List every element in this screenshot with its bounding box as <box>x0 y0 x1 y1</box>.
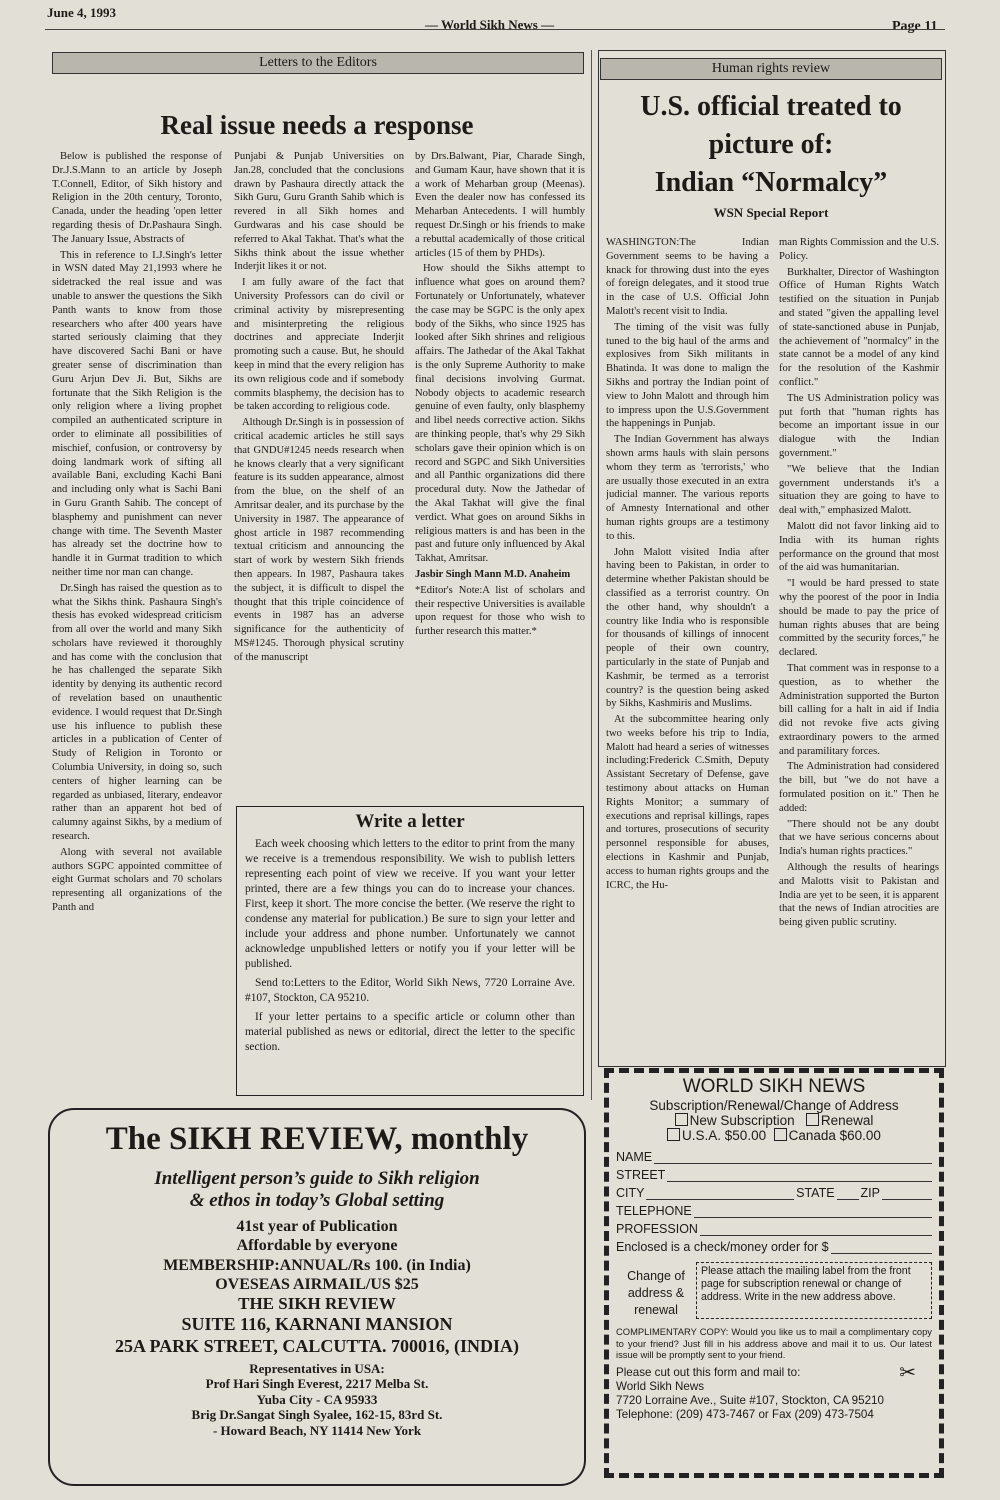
checkbox-label: New Subscription <box>689 1113 795 1128</box>
tagline: Intelligent person’s guide to Sikh religion <box>154 1167 480 1189</box>
paragraph: The timing of the visit was fully tuned to the big haul of the arms and explosives from Sikh militants in Bhatinda. It was done to malign the Sikhs and portray the Indian point of view to John Malott and through him to impress upon the U.S.Government the happenings in Punjab. <box>606 321 769 430</box>
paragraph: This in reference to I.J.Singh's letter in WSN dated May 21,1993 where he sidetracked the real issue and was unable to answer the questions the Sikh Panth wants to know from those researchers who after 400 years have started seriously claiming that they have discovered Sachi Bani or have greater sense of discrimination than Guru Arjun Dev Ji. But, Sikhs are fortunate that the Sikh Religion is the only religion where a living prophet compiled an authenticated scripture in order to eliminate all possibilities of mischief, confusion, or controversy by doing landmark work of sifting all available Bani, excluding Kachi Bani and including only what is Sachi Bani in Guru Granth Sahib. The concept of blasphemy and punishment can never change with time. The Seventh Master has already set the doctrine how to handle it in Gurmat tradition to which neither time nor man can change. <box>52 249 222 578</box>
letters-section-bar: Letters to the Editors <box>52 52 584 74</box>
paragraph: If your letter pertains to a specific article or column other than material published as news or editorial, direct the letter to the specific section. <box>245 1011 575 1053</box>
write-a-letter-box <box>236 806 584 1096</box>
field-label: STREET <box>616 1168 666 1182</box>
city-state-zip-field[interactable] <box>616 1182 932 1200</box>
paragraph: Each week choosing which letters to the editor to print from the many we receive is a tremendous responsibility. We wish to publish letters representing each point of view we receive. If you want your letter printed, there are a few things you can do to increase your chances. First, keep it short. The more concise the better. (We reserve the right to condense any material for publication.) Be sure to sign your letter and include your address and phone number. Unfortunately we cannot acknowledge unpublished letters or notify you if your letter will be published. <box>245 838 575 970</box>
headline-line: U.S. official treated to <box>640 91 902 122</box>
mailing-label-note: Please attach the mailing label from the front page for subscription renewal or change of address. Write in the new address above. <box>696 1262 932 1319</box>
letters-headline: Real issue needs a response <box>160 110 474 140</box>
human-rights-headline <box>600 88 942 202</box>
enclosed-field[interactable] <box>616 1236 932 1254</box>
field-label: TELEPHONE <box>616 1204 692 1218</box>
paragraph: Along with several not available authors SGPC appointed committee of eight Gurmat scholars and 70 scholars representing all organizations of the Panth and <box>52 846 222 914</box>
tagline: & ethos in today’s Global setting <box>189 1190 445 1212</box>
write-letter-title: Write a letter <box>355 811 465 832</box>
cut-out-note: Please cut out this form and mail to: <box>616 1365 801 1379</box>
paragraph: At the subcommittee hearing only two weeks before his trip to India, Malott had heard a series of witnesses including:Frederick C.Smith, Deputy Assistant Secretary of Defense, gave testimony about attacks on Human Rights Monitor; a summary of executions and reprisal killings, rapes and tortures, prosecutions of security personnel responsible for abuses, elections in Kashmir and Punjab, access to human rights groups and the ICRC, the Hu- <box>606 714 769 891</box>
affordable: Affordable by everyone <box>236 1237 398 1255</box>
subscription-price <box>616 1128 932 1143</box>
review-suite: SUITE 116, KARNANI MANSION <box>181 1314 453 1335</box>
headline-line: Indian “Normalcy” <box>654 167 888 198</box>
subscription-form <box>604 1068 944 1478</box>
paragraph: WASHINGTON:The Indian Government seems to be having a knack for throwing dust into the eyes of foreign delegates, and it stood true in the case of U.S. Official John Malott's recent visit to India. <box>606 237 769 317</box>
rep-2: Brig Dr.Sangat Singh Syalee, 162-15, 83rd St. <box>191 1407 443 1423</box>
byline: WSN Special Report <box>713 205 829 220</box>
rep-1-city: Yuba City - CA 95933 <box>256 1391 378 1407</box>
overseas: OVESEAS AIRMAIL/US $25 <box>215 1275 419 1293</box>
rep-1: Prof Hari Singh Everest, 2217 Melba St. <box>205 1376 429 1392</box>
subscription-type <box>616 1113 932 1128</box>
checkbox-label: Canada $60.00 <box>788 1128 881 1143</box>
paragraph: The US Administration policy was put forth that "human rights has become an important issue in our dialogue with the Indian government." <box>779 392 939 459</box>
field-label: CITY <box>616 1186 645 1200</box>
publication-year: 41st year of Publication <box>236 1218 398 1236</box>
masthead-rule <box>45 29 945 30</box>
headline-line: picture of: <box>708 129 834 160</box>
paragraph: "I would be hard pressed to state why the poorest of the poor in India should be made to pay the price of human rights abuses that are being committed by the security forces," he declared. <box>779 578 939 659</box>
paragraph: That comment was in response to a question, as to whether the Administration supported the Burton bill calling for a halt in aid if India did not revoke five acts giving extraordinary powers to the armed and paramilitary forces. <box>779 662 939 757</box>
paragraph: Burkhalter, Director of Washington Office of Human Rights Watch testified on the situation in Punjab and stated "given the appalling level of state-sanctioned abuse in Punjab, the achievement of "normalcy" in the state cannot be a model of any kind for the resolution of the Kashmir conflict." <box>779 266 939 388</box>
human-rights-column-2 <box>779 236 939 1058</box>
paragraph: Malott did not favor linking aid to India with its human rights performance on the ground that most of the aid was humanitarian. <box>779 520 939 574</box>
editor-note: *Editor's Note:A list of scholars and their respective Universities is available upon request for those who wish to further research this matter.* <box>415 584 585 638</box>
form-title: WORLD SIKH NEWS <box>682 1076 866 1097</box>
human-rights-column-1 <box>606 236 769 1058</box>
change-label: Change of address & renewal <box>627 1269 685 1317</box>
usa-checkbox[interactable] <box>667 1128 680 1141</box>
canada-checkbox[interactable] <box>774 1128 787 1141</box>
checkbox-label: U.S.A. $50.00 <box>682 1128 767 1143</box>
membership: MEMBERSHIP:ANNUAL/Rs 100. (in India) <box>163 1256 471 1274</box>
mail-to-name: World Sikh News <box>616 1379 705 1393</box>
sikh-review-ad <box>48 1108 586 1486</box>
complimentary-copy: COMPLIMENTARY COPY: Would you like us to mail a complimentary copy to your friend? Just fill in his address above and mail it to us. Our latest issue will be promptly sent to your friend. <box>616 1326 932 1360</box>
sikh-review-title: The SIKH REVIEW, monthly <box>105 1121 529 1157</box>
paragraph: Punjabi & Punjab Universities on Jan.28, concluded that the conclusions drawn by Pashaura directly attack the Sikh Guru, Guru Granth Sahib which is revered in all Sikh homes and Gurdwaras and his case should be referred to Akal Takhat. That's what the Sikhs think about the issue whether Inderjit likes it or not. <box>234 151 404 273</box>
telephone-field[interactable] <box>616 1200 932 1218</box>
paragraph: "There should not be any doubt that we have serious concerns about India's human rights practices." <box>779 818 939 858</box>
review-street: 25A PARK STREET, CALCUTTA. 700016, (INDIA) <box>114 1335 520 1356</box>
renewal-checkbox[interactable] <box>806 1113 819 1126</box>
mail-to-phone: Telephone: (209) 473-7467 or Fax (209) 473-7504 <box>616 1407 874 1421</box>
review-name: THE SIKH REVIEW <box>238 1293 396 1313</box>
paragraph: Send to:Letters to the Editor, World Sikh News, 7720 Lorraine Ave. #107, Stockton, CA 95210. <box>245 977 575 1004</box>
column-rule <box>591 50 592 1100</box>
paragraph: man Rights Commission and the U.S. Policy. <box>779 237 939 262</box>
new-subscription-checkbox[interactable] <box>675 1113 688 1126</box>
page-number: Page 11 <box>892 19 938 34</box>
issue-date: June 4, 1993 <box>47 5 116 20</box>
letters-column-1 <box>52 150 222 1100</box>
paragraph: Below is published the response of Dr.J.S.Mann to an article by Joseph T.Connell, Editor, of Sikh history and Religion in the 20th century, Toronto, Canada, under the heading 'open letter regarding thesis of Dr.Pashaura Singh. The January Issue, Abstracts of <box>52 151 222 245</box>
paragraph: Although Dr.Singh is in possession of critical academic articles he still says that GNDU#1245 needs research when he knows clearly that a very significant feature is its sudden appearance, almost from the blue, on the shelf of an Amritsar dealer, and its purchase by the University in 1987. The appearance of ghost article in 1987 recommending textual criticism and announcing the start of work by western Sikh friends then appears. In 1987, Pashaura takes the subject, it is difficult to dispel the thought that this triple coincidence of events in 1987 has an adverse significance for the authenticity of MS#1245. Thorough physical scrutiny of the manuscript <box>234 417 404 663</box>
representatives: Representatives in USA: <box>249 1360 385 1376</box>
paragraph: by Drs.Balwant, Piar, Charade Singh, and Gumam Kaur, have shown that it is a work of Meharban group (Meenas). Even the dealer now has confessed its Meharban Antecedents. I will humbly request Dr.Singh or his friends to make a rebuttal academically of those critical articles (15 of them by PHDs). <box>415 151 585 259</box>
paragraph: Although the results of hearings and Malotts visit to Pakistan and India are yet to be seen, it is apparent that the news of Indian atrocities are being given public scrutiny. <box>779 862 939 929</box>
mail-to <box>616 1361 932 1422</box>
field-label: PROFESSION <box>616 1222 698 1236</box>
name-field[interactable] <box>616 1146 932 1164</box>
paragraph: "We believe that the Indian government understands it's a situation they are going to have to deal with," emphasized Malott. <box>779 463 939 517</box>
profession-field[interactable] <box>616 1218 932 1236</box>
field-label: Enclosed is a check/money order for $ <box>616 1240 829 1254</box>
form-subtitle: Subscription/Renewal/Change of Address <box>649 1098 899 1113</box>
field-label: NAME <box>616 1150 653 1164</box>
checkbox-label: Renewal <box>820 1113 874 1128</box>
letter-signature: Jasbir Singh Mann M.D. Anaheim <box>415 568 571 580</box>
letters-column-3 <box>415 150 585 800</box>
paragraph: The Indian Government has always shown arms hauls with slain persons whom they term as 'terrorists,' who are usually those executed in an extra judicial manner. The various reports of Amnesty International and other human rights groups are a testimony to this. <box>606 434 769 542</box>
paragraph: I am fully aware of the fact that University Professors can do civil or criminal activity by misrepresenting and misinterpreting the religious doctrines and appreciate Inderjit promoting such a cause. But, he should keep in mind that the every religion has its own religious code and if somebody commits blasphemy, the decision has to be taken according to religious code. <box>234 277 404 413</box>
paragraph: John Malott visited India after having been to Pakistan, in order to determine whether Pakistan should be classified as a terrorist country. On the other hand, why shouldn't a country like India who is responsible for thousands of killings of innocent people of their own country, particularly in the state of Punjab and Kashmir, be termed as a terrorist country? is the question being asked by Sikhs, Kashmiris and Muslims. <box>606 546 769 710</box>
field-label: STATE <box>796 1186 835 1200</box>
rep-2-city: - Howard Beach, NY 11414 New York <box>212 1422 422 1438</box>
paragraph: How should the Sikhs attempt to influence what goes on around them? Fortunately or Unfortunately, whatever the case may be SGPC is the only apex body of the Sikhs, who since 1925 has looked after Sikh shrines and religious affairs. The Jathedar of the Akal Takhat is the only Supreme Authority to make final decisions involving Gurmat. Nobody objects to academic research genuine of even faulty, only blasphemy and libel needs corrective action. Sikhs are thinking people, that's why 29 Sikh scholars gave their opinion which is on record and SGPC and Sikh Universities and all Panthic organizations did there procedural duty. Now the Jathedar of the Akal Takhat will give the final verdict. What goes on around Sikhs in religious matters is and has been in the past and future only influenced by Akal Takhat, Amritsar. <box>415 263 585 565</box>
paragraph: Dr.Singh has raised the question as to what the Sikhs think. Pashaura Singh's thesis has evoked widespread criticism from all over the world and many Sikh scholars have reviewed it thoroughly and has come with the conclusion that he has challenged the separate Sikh identity by denying its authentic record of revelation based on unauthentic evidence. I would request that Dr.Singh use his influence to publish these articles in a publication of Center of Study of Religion in Toronto or Columbia University, in doing so, such centers of higher learning can be regarded as unbiased, literary, endeavor rather than an apparent hot bed of calumny against Sikhs, by a medium of research. <box>52 582 222 843</box>
human-rights-section-bar: Human rights review <box>600 58 942 80</box>
change-of-address <box>616 1262 932 1319</box>
street-field[interactable] <box>616 1164 932 1182</box>
letters-column-2 <box>234 150 404 800</box>
mail-to-address: 7720 Lorraine Ave., Suite #107, Stockton, CA 95210 <box>616 1393 884 1407</box>
field-label: ZIP <box>860 1186 880 1200</box>
paragraph: The Administration had considered the bill, but "we do not have a formulated position on it." Then he added: <box>779 761 939 814</box>
paper-name: — World Sikh News — <box>425 17 555 32</box>
scissors-icon: ✂ <box>899 1361 916 1384</box>
